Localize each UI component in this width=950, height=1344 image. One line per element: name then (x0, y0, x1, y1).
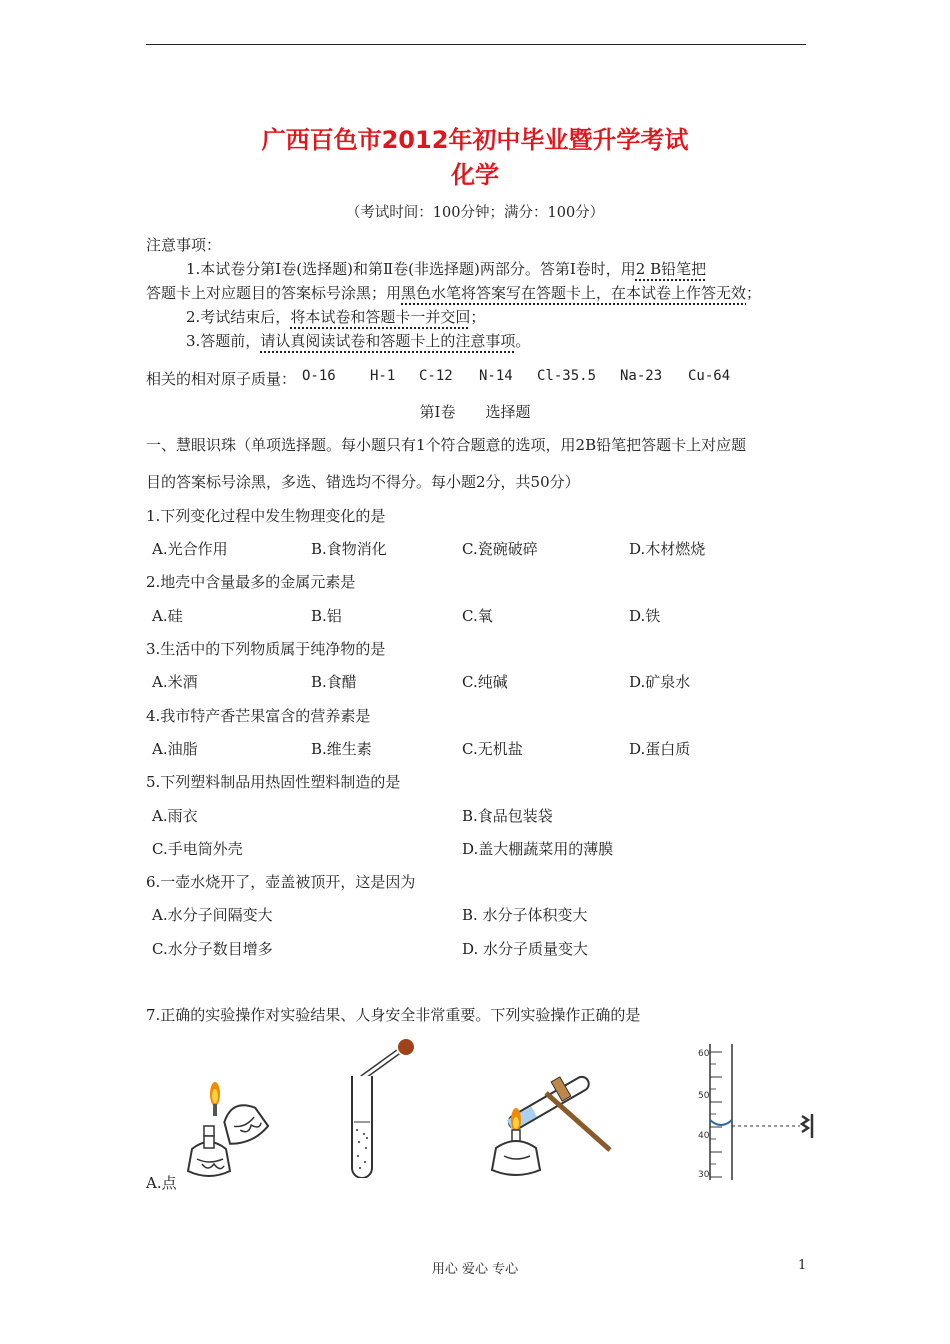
cylinder-tick-30: 30 (698, 1170, 710, 1180)
q3-option-a[interactable]: A.米酒 (152, 673, 198, 691)
q2-option-a[interactable]: A.硅 (152, 607, 183, 625)
q4-option-a[interactable]: A.油脂 (152, 740, 198, 758)
atomic-mass-cu: Cu-64 (688, 368, 731, 384)
cylinder-tick-50: 50 (698, 1091, 710, 1101)
q2-option-c[interactable]: C.氧 (462, 607, 493, 625)
q6-option-d[interactable]: D. 水分子质量变大 (462, 940, 589, 958)
q1-option-d[interactable]: D.木材燃烧 (629, 540, 706, 558)
cylinder-tick-40: 40 (698, 1131, 710, 1141)
graduated-cylinder-illustration (682, 1040, 852, 1186)
q4-option-c[interactable]: C.无机盐 (462, 740, 523, 758)
subject-title: 化学 (451, 161, 499, 189)
q2-option-b[interactable]: B.铝 (311, 607, 342, 625)
q6-option-a[interactable]: A.水分子间隔变大 (152, 906, 273, 924)
q5-option-a[interactable]: A.雨衣 (152, 807, 198, 825)
question-4-stem: 4.我市特产香芒果富含的营养素是 (146, 707, 371, 725)
q5-option-c[interactable]: C.手电筒外壳 (152, 840, 243, 858)
notice-item-2: 2.考试结束后，将本试卷和答题卡一并交回； (186, 308, 486, 326)
part-instructions-line1: 一、慧眼识珠（单项选择题。每小题只有1个符合题意的选项，用2B铅笔把答题卡上对应题 (146, 436, 747, 454)
q2-option-d[interactable]: D.铁 (629, 607, 661, 625)
notice-item-1-cont: 答题卡上对应题目的答案标号涂黑；用黑色水笔将答案写在答题卡上，在本试卷上作答无效； (146, 284, 762, 302)
atomic-mass-label: 相关的相对原子质量： (146, 370, 297, 388)
atomic-mass-o: O-16 (302, 368, 336, 384)
q3-option-c[interactable]: C.纯碱 (462, 673, 508, 691)
dropper-test-tube-illustration (340, 1038, 430, 1178)
lamp-lighting-illustration (182, 1074, 277, 1184)
notice-item-3: 3.答题前，请认真阅读试卷和答题卡上的注意事项。 (186, 332, 531, 350)
heating-test-tube-illustration (486, 1058, 616, 1184)
footer-motto: 用心 爱心 专心 (431, 1262, 519, 1277)
q1-option-c[interactable]: C.瓷碗破碎 (462, 540, 538, 558)
q6-option-b[interactable]: B. 水分子体积变大 (462, 906, 588, 924)
exam-title: 广西百色市2012年初中毕业暨升学考试 (261, 126, 689, 154)
q3-option-b[interactable]: B.食醋 (311, 673, 357, 691)
question-3-stem: 3.生活中的下列物质属于纯净物的是 (146, 640, 386, 658)
q5-option-d[interactable]: D.盖大棚蔬菜用的薄膜 (462, 840, 614, 858)
cylinder-tick-60: 60 (698, 1049, 710, 1059)
question-6-stem: 6.一壶水烧开了，壶盖被顶开，这是因为 (146, 873, 416, 891)
q7-option-a[interactable]: A.点 (146, 1174, 177, 1192)
q6-option-c[interactable]: C.水分子数目增多 (152, 940, 273, 958)
q4-option-d[interactable]: D.蛋白质 (629, 740, 691, 758)
question-5-stem: 5.下列塑料制品用热固性塑料制造的是 (146, 773, 401, 791)
atomic-mass-cl: Cl-35.5 (537, 368, 597, 384)
atomic-mass-h: H-1 (370, 368, 396, 384)
page-number: 1 (798, 1258, 807, 1273)
exam-info: （考试时间：100分钟；满分：100分） (345, 205, 605, 221)
q3-option-d[interactable]: D.矿泉水 (629, 673, 691, 691)
notice-item-1: 1.本试卷分第Ⅰ卷(选择题)和第Ⅱ卷(非选择题)两部分。答第Ⅰ卷时，用2 B铅笔把 (186, 260, 707, 278)
q5-option-b[interactable]: B.食品包装袋 (462, 807, 553, 825)
section-title: 第Ⅰ卷 选择题 (419, 403, 531, 421)
atomic-mass-na: Na-23 (620, 368, 663, 384)
question-1-stem: 1.下列变化过程中发生物理变化的是 (146, 507, 386, 525)
q1-option-a[interactable]: A.光合作用 (152, 540, 228, 558)
question-2-stem: 2.地壳中含量最多的金属元素是 (146, 573, 356, 591)
atomic-mass-n: N-14 (479, 368, 513, 384)
part-instructions-line2: 目的答案标号涂黑，多选、错选均不得分。每小题2分，共50分） (146, 473, 580, 491)
q1-option-b[interactable]: B.食物消化 (311, 540, 387, 558)
question-7-stem: 7.正确的实验操作对实验结果、人身安全非常重要。下列实验操作正确的是 (146, 1006, 641, 1024)
notice-heading: 注意事项： (146, 236, 222, 254)
q4-option-b[interactable]: B.维生素 (311, 740, 372, 758)
atomic-mass-c: C-12 (419, 368, 453, 384)
header-rule (146, 44, 806, 45)
